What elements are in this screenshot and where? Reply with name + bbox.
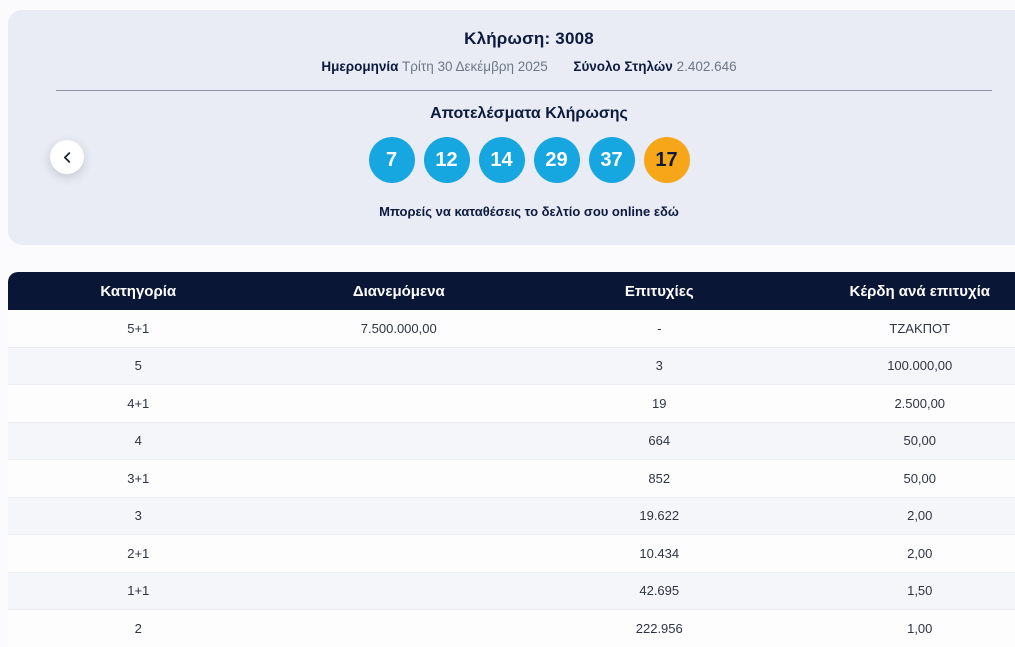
table-row [8,610,1015,647]
prize-cell: 100.000,00 [887,358,953,374]
winners-cell: 3 [655,358,663,374]
category-cell: 4+1 [127,395,150,411]
draw-panel [8,10,1015,245]
category-cell: 3 [134,508,142,524]
category-cell: 2+1 [127,545,150,561]
category-cell: 5 [134,358,142,374]
draw-title: Κλήρωση: 3008 [464,29,594,48]
header-winners: Επιτυχίες [624,282,694,300]
category-cell: 4 [134,433,142,449]
winners-cell: 19.622 [639,508,680,524]
columns-label: Σύνολο Στηλών [573,59,673,74]
prize-table [8,272,1015,647]
prize-cell: 50,00 [903,470,937,486]
table-row [8,573,1015,611]
prize-cell: 1,00 [907,620,933,636]
category-cell: 5+1 [127,320,150,336]
table-row [8,310,1015,348]
prize-cell: 2,00 [907,545,933,561]
prize-cell: 2,00 [907,508,933,524]
columns-value: 2.402.646 [676,59,737,74]
date-label: Ημερομηνία [321,59,399,74]
prize-cell: 2.500,00 [894,395,946,411]
prize-cell: 1,50 [907,583,933,599]
winners-cell: - [657,320,662,336]
distributed-cell: 7.500.000,00 [360,320,437,336]
table-row [8,423,1015,461]
category-cell: 2 [134,620,142,636]
results-title: Αποτελέσματα Κλήρωσης [430,105,628,122]
table-row [8,535,1015,573]
header-distributed: Διανεμόμενα [352,282,445,300]
table-row [8,460,1015,498]
bonus-number-ball: 17 [644,137,690,183]
drawn-number-ball: 12 [424,137,470,183]
chevron-left-icon [62,152,73,163]
category-cell: 3+1 [127,470,150,486]
prize-cell: ΤΖΑΚΠΟΤ [889,320,951,336]
winners-cell: 42.695 [639,583,680,599]
previous-draw-button[interactable] [50,140,84,174]
winners-cell: 664 [648,433,671,449]
online-deposit-link[interactable]: εδώ [653,204,679,219]
header-category: Κατηγορία [100,282,177,300]
online-deposit-note [8,204,1015,219]
drawn-number-ball: 37 [589,137,635,183]
header-prize: Κέρδη ανά επιτυχία [849,282,990,300]
panel-divider [56,90,992,91]
drawn-numbers [8,137,1015,183]
table-row [8,385,1015,423]
date-value: Τρίτη 30 Δεκέμβρη 2025 [401,59,548,74]
winners-cell: 222.956 [635,620,683,636]
category-cell: 1+1 [127,583,150,599]
winners-cell: 10.434 [639,545,680,561]
prize-cell: 50,00 [903,433,937,449]
prize-table-header [8,272,1015,310]
winners-cell: 19 [652,395,667,411]
table-row [8,498,1015,536]
draw-meta [8,59,1015,74]
drawn-number-ball: 7 [369,137,415,183]
table-row [8,348,1015,386]
drawn-number-ball: 14 [479,137,525,183]
winners-cell: 852 [648,470,671,486]
note-text: Μπορείς να καταθέσεις το δελτίο σου online [379,204,651,219]
drawn-number-ball: 29 [534,137,580,183]
